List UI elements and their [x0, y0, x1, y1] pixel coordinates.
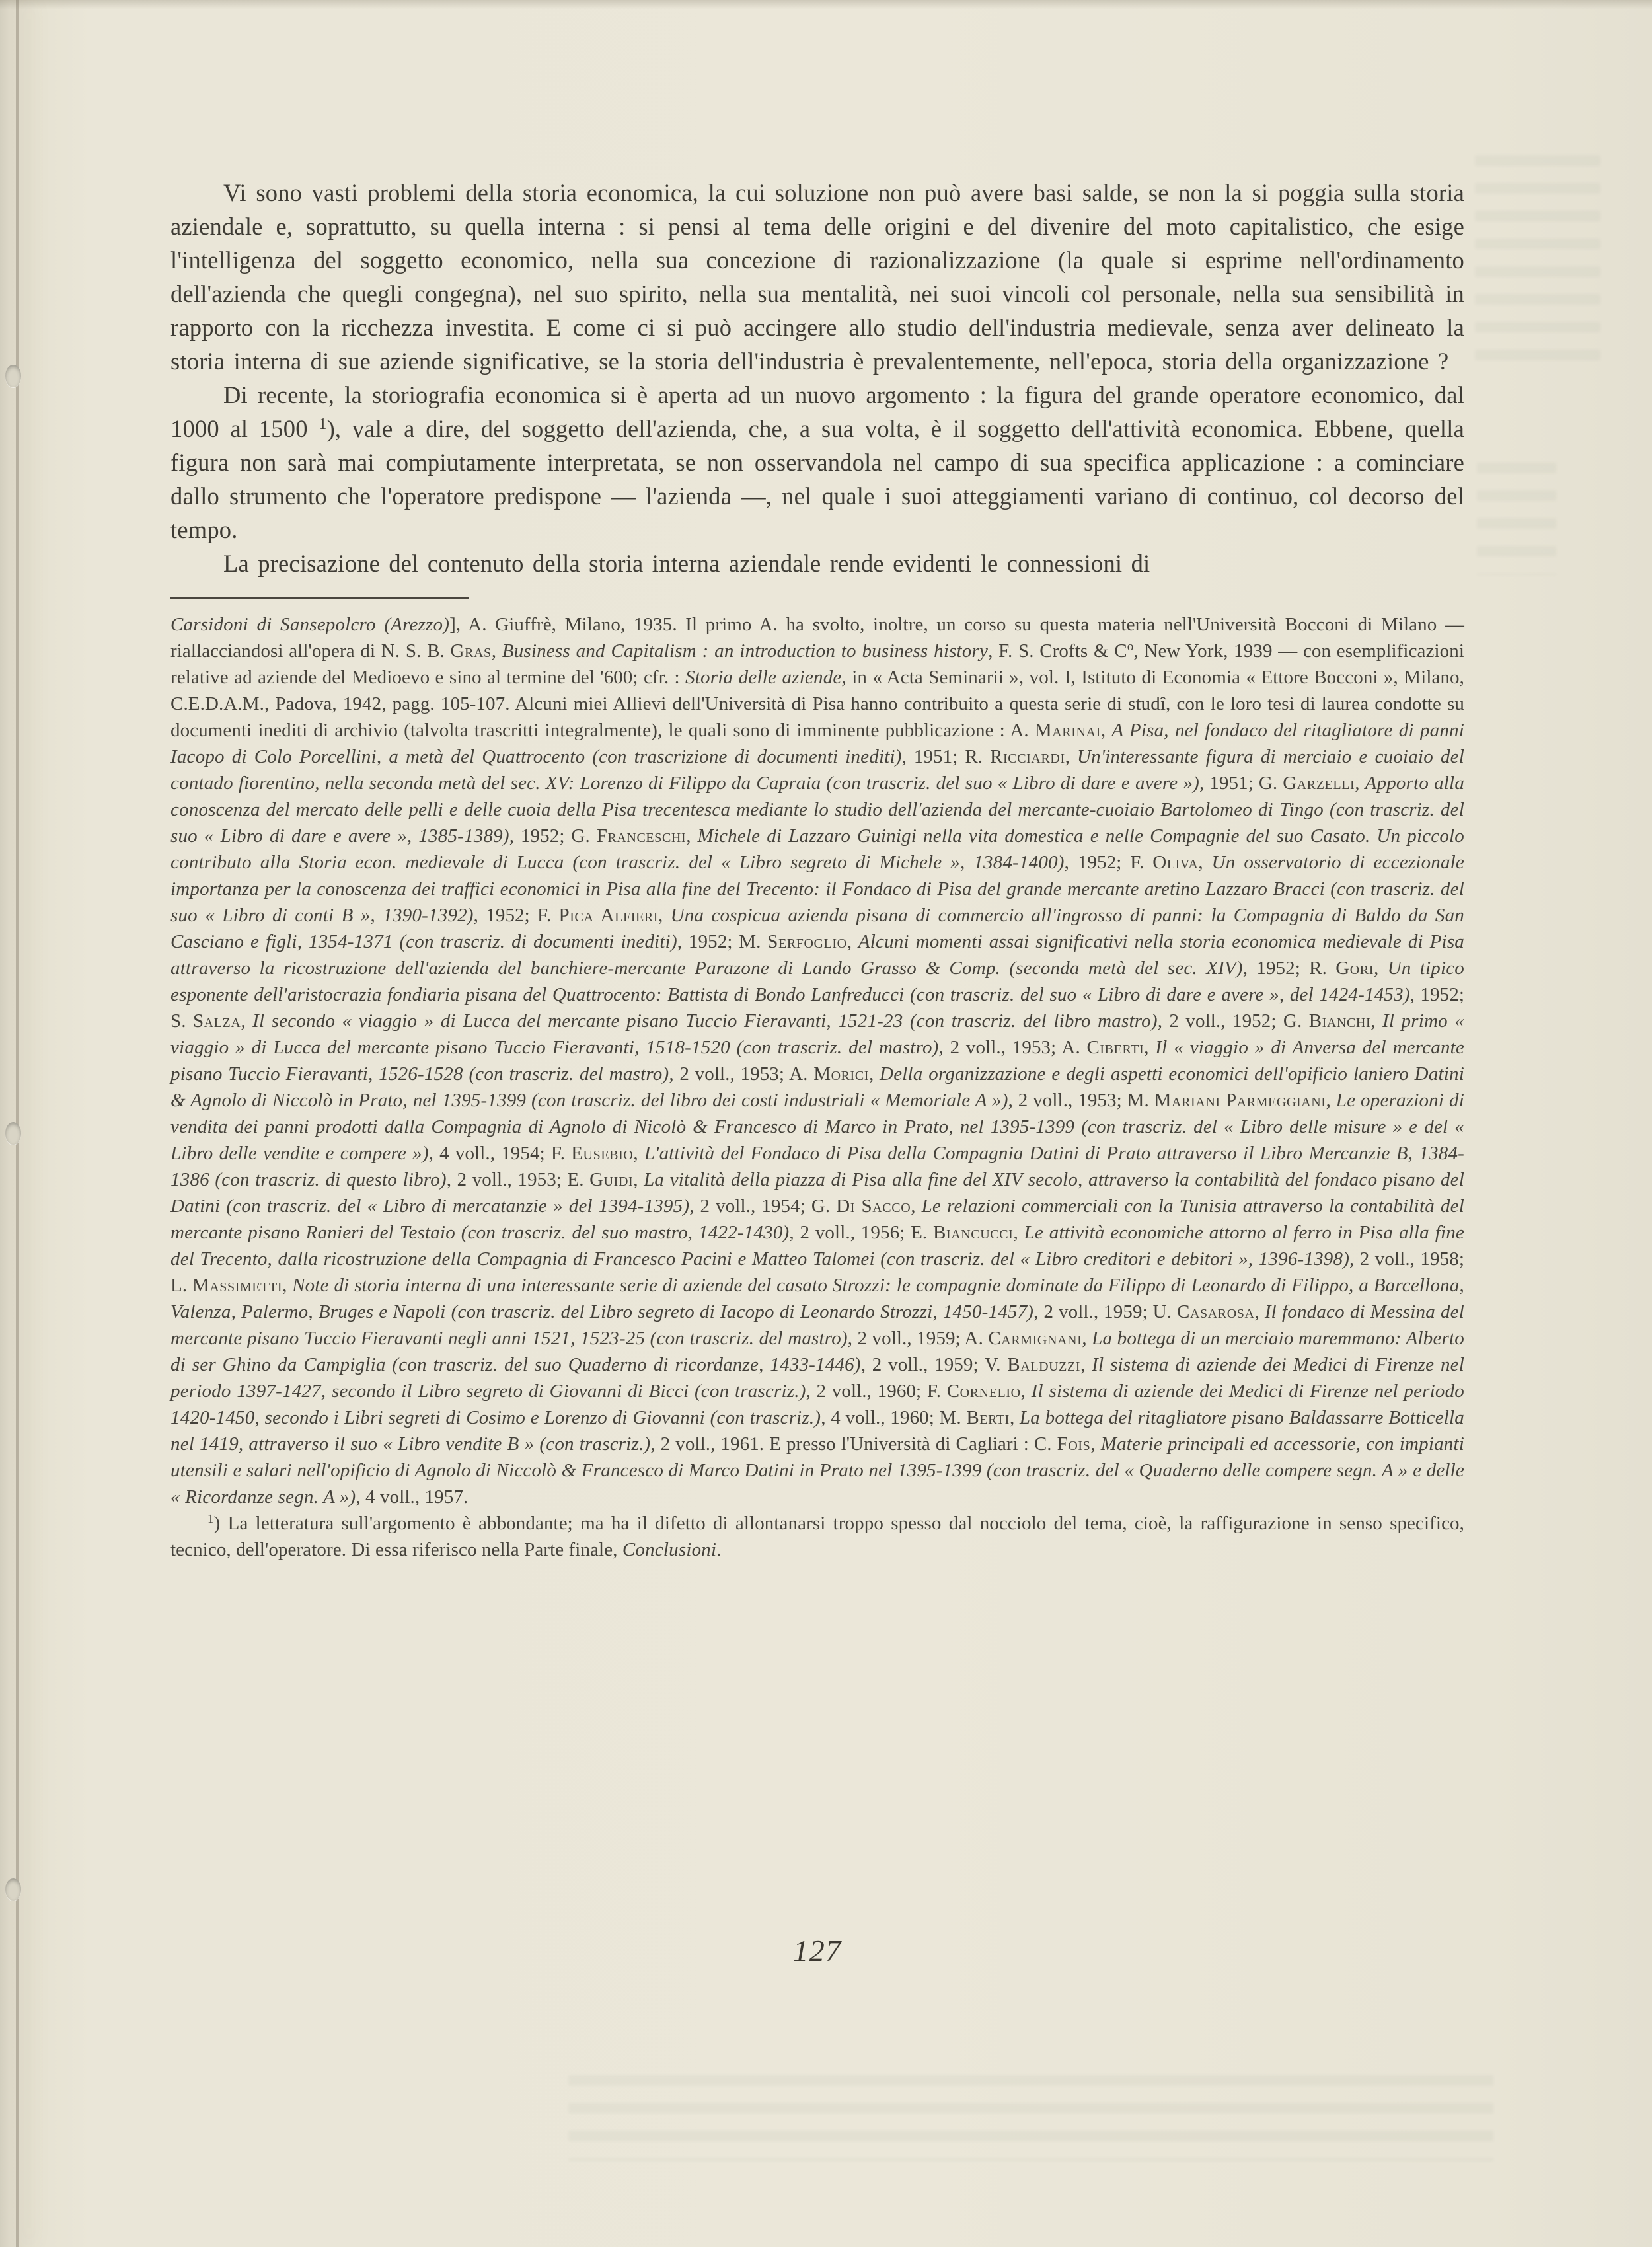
bleed-through-ghost — [1475, 155, 1600, 360]
body-paragraph-3: La precisazione del contenuto della storia interna aziendale rende evidenti le connessioni di — [223, 550, 1150, 577]
body-text — [170, 176, 1464, 580]
footnote-block — [170, 611, 1464, 1563]
binding-hole — [5, 1878, 21, 1901]
binding-hole — [5, 1122, 21, 1145]
footnote-1: $^1$) La letteratura sull'argomento è abbondante; ma ha il difetto di allontanarsi troppo spesso dal nocciolo del tema, cioè, la raffigurazione in senso specifico, tecnico, dell'operatore. Di essa riferisco nella Parte finale, Conclusioni. — [170, 1512, 1464, 1560]
bleed-through-ghost — [1477, 463, 1556, 575]
page-number: 127 — [793, 1934, 842, 1967]
bleed-through-ghost — [568, 2075, 1493, 2161]
footnote-continuation: Carsidoni di Sansepolcro (Arezzo)], A. Giuffrè, Milano, 1935. Il primo A. ha svolto, inoltre, un corso su questa materia nell'Università Bocconi di Milano — riallacciandosi all'opera di N. S. B. Gras, Business and Capitalism : an introduction to business history, F. S. Crofts & $C^o$, New York, 1939 — con esemplificazioni relative ad aziende del Medioevo e sino al termine del '600; cfr. : Storia delle aziende, in « Acta Seminarii », vol. I, Istituto di Economia « Ettore Bocconi », Milano, C.E.D.A.M., Padova, 1942, pagg. 105-107. Alcuni miei Allievi dell'Università di Pisa hanno contribuito a questa serie di studî, con le loro tesi di laurea condotte su documenti inediti di archivio (talvolta trascritti integralmente), le quali sono di imminente pubblicazione : A. Marinai, A Pisa, nel fondaco del ritagliatore di panni Iacopo di Colo Porcellini, a metà del Quattrocento (con trascrizione di documenti inediti), 1951; R. Ricciardi, Un'interessante figura di merciaio e cuoiaio del contado fiorentino, nella seconda metà del sec. XV: Lorenzo di Filippo da Capraia (con trascriz. del suo « Libro di dare e avere »), 1951; G. Garzelli, Apporto alla conoscenza del mercato delle pelli e delle cuoia della Pisa trecentesca mediante lo studio dell'azienda del mercante-cuoiaio Bartolomeo di Tingo (con trascriz. del suo « Libro di dare e avere », 1385-1389), 1952; G. Franceschi, Michele di Lazzaro Guinigi nella vita domestica e nelle Compagnie del suo Casato. Un piccolo contributo alla Storia econ. medievale di Lucca (con trascriz. del « Libro segreto di Michele », 1384-1400), 1952; F. Oliva, Un osservatorio di eccezionale importanza per la conoscenza dei traffici economici in Pisa alla fine del Trecento: il Fondaco di Pisa del grande mercante aretino Lazzaro Bracci (con trascriz. del suo « Libro di conti B », 1390-1392), 1952; F. Pica Alfieri, Una cospicua azienda pisana di commercio all'ingrosso di panni: la Compagnia di Baldo da San Casciano e figli, 1354-1371 (con trascriz. di documenti inediti), 1952; M. Serfoglio, Alcuni momenti assai significativi nella storia economica medievale di Pisa attraverso la ricostruzione dell'azienda del banchiere-mercante Parazone di Lando Grasso & Comp. (seconda metà del sec. XIV), 1952; R. Gori, Un tipico esponente dell'aristocrazia fondiaria pisana del Quattrocento: Battista di Bondo Lanfreducci (con trascriz. del suo « Libro di dare e avere », del 1424-1453), 1952; S. Salza, Il secondo « viaggio » di Lucca del mercante pisano Tuccio Fieravanti, 1521-23 (con trascriz. del libro mastro), 2 voll., 1952; G. Bianchi, Il primo « viaggio » di Lucca del mercante pisano Tuccio Fieravanti, 1518-1520 (con trascriz. del mastro), 2 voll., 1953; A. Ciberti, Il « viaggio » di Anversa del mercante pisano Tuccio Fieravanti, 1526-1528 (con trascriz. del mastro), 2 voll., 1953; A. Morici, Della organizzazione e degli aspetti economici dell'opificio laniero Datini & Agnolo di Niccolò in Prato, nel 1395-1399 (con trascriz. del libro dei costi industriali « Memoriale A »), 2 voll., 1953; M. Mariani Parmeggiani, Le operazioni di vendita dei panni prodotti dalla Compagnia di Agnolo di Nicolò & Francesco di Marco in Prato, nel 1395-1399 (con trascriz. del « Libro delle misure » e del « Libro delle vendite e compere »), 4 voll., 1954; F. Eusebio, L'attività del Fondaco di Pisa della Compagnia Datini di Prato attraverso il Libro Mercanzie B, 1384-1386 (con trascriz. di questo libro), 2 voll., 1953; E. Guidi, La vitalità della piazza di Pisa alla fine del XIV secolo, attraverso la contabilità del fondaco pisano del Datini (con trascriz. del « Libro di mercatanzie » del 1394-1395), 2 voll., 1954; G. Di Sacco, Le relazioni commerciali con la Tunisia attraverso la contabilità del mercante pisano Ranieri del Testaio (con trascriz. del suo mastro, 1422-1430), 2 voll., 1956; E. Biancucci, Le attività economiche attorno al ferro in Pisa alla fine del Trecento, dalla ricostruzione della Compagnia di Francesco Pacini e Matteo Talomei (con trascriz. del « Libro creditori e debitori », 1396-1398), 2 voll., 1958; L. Massimetti, Note di storia interna di una interessante serie di aziende del casato Strozzi: le compagnie dominate da Filippo di Leonardo di Filippo, a Barcellona, Valenza, Palermo, Bruges e Napoli (con trascriz. del Libro segreto di Iacopo di Leonardo Strozzi, 1450-1457), 2 voll., 1959; U. Casarosa, Il fondaco di Messina del mercante pisano Tuccio Fieravanti negli anni 1521, 1523-25 (con trascriz. del mastro), 2 voll., 1959; A. Carmignani, La bottega di un merciaio maremmano: Alberto di ser Ghino da Campiglia (con trascriz. del suo Quaderno di ricordanze, 1433-1446), 2 voll., 1959; V. Balduzzi, Il sistema di aziende dei Medici di Firenze nel periodo 1397-1427, secondo il Libro segreto di Giovanni di Bicci (con trascriz.), 2 voll., 1960; F. Cornelio, Il sistema di aziende dei Medici di Firenze nel periodo 1420-1450, secondo i Libri segreti di Cosimo e Lorenzo di Giovanni (con trascriz.), 4 voll., 1960; M. Berti, La bottega del ritagliatore pisano Baldassarre Botticella nel 1419, attraverso il suo « Libro vendite B » (con trascriz.), 2 voll., 1961. E presso l'Università di Cagliari : C. Fois, Materie principali ed accessorie, con impianti utensili e salari nell'opificio di Agnolo di Niccolò & Francesco di Marco Datini in Prato nel 1395-1399 (con trascriz. del « Quaderno delle compere segn. A » e delle « Ricordanze segn. A »), 4 voll., 1957. — [170, 614, 1465, 1507]
body-paragraph-1: Vi sono vasti problemi della storia economica, la cui soluzione non può avere basi salde, se non la si poggia sulla storia aziendale e, soprattutto, su quella interna : si pensi al tema delle origini e del divenire del moto capitalistico, che esige l'intelligenza del soggetto economico, nella sua concezione di razionalizzazione (la quale si esprime nell'ordinamento dell'azienda che quegli congegna), nel suo spirito, nella sua mentalità, nei suoi vincoli col personale, nella sua sensibilità in rapporto con la ricchezza investita. E come ci si può accingere allo studio dell'industria medievale, senza aver delineato la storia interna di sue aziende significative, se la storia dell'industria è prevalentemente, nell'epoca, storia della organizzazione ? — [170, 179, 1464, 375]
footnote-separator-rule — [170, 597, 469, 599]
text-column — [170, 0, 1464, 1563]
body-paragraph-2: Di recente, la storiografia economica si è aperta ad un nuovo argomento : la figura del grande operatore economico, dal 1000 al 1500 $^1$), vale a dire, del soggetto dell'azienda, che, a sua volta, è il soggetto dell'attività economica. Ebbene, quella figura non sarà mai compiutamente interpretata, se non osservandola nel campo di sua specifica applicazione : a cominciare dallo strumento che l'operatore predispone — l'azienda —, nel quale i suoi atteggiamenti variano di continuo, col decorso del tempo. — [170, 381, 1464, 543]
binding-hole — [5, 365, 21, 387]
